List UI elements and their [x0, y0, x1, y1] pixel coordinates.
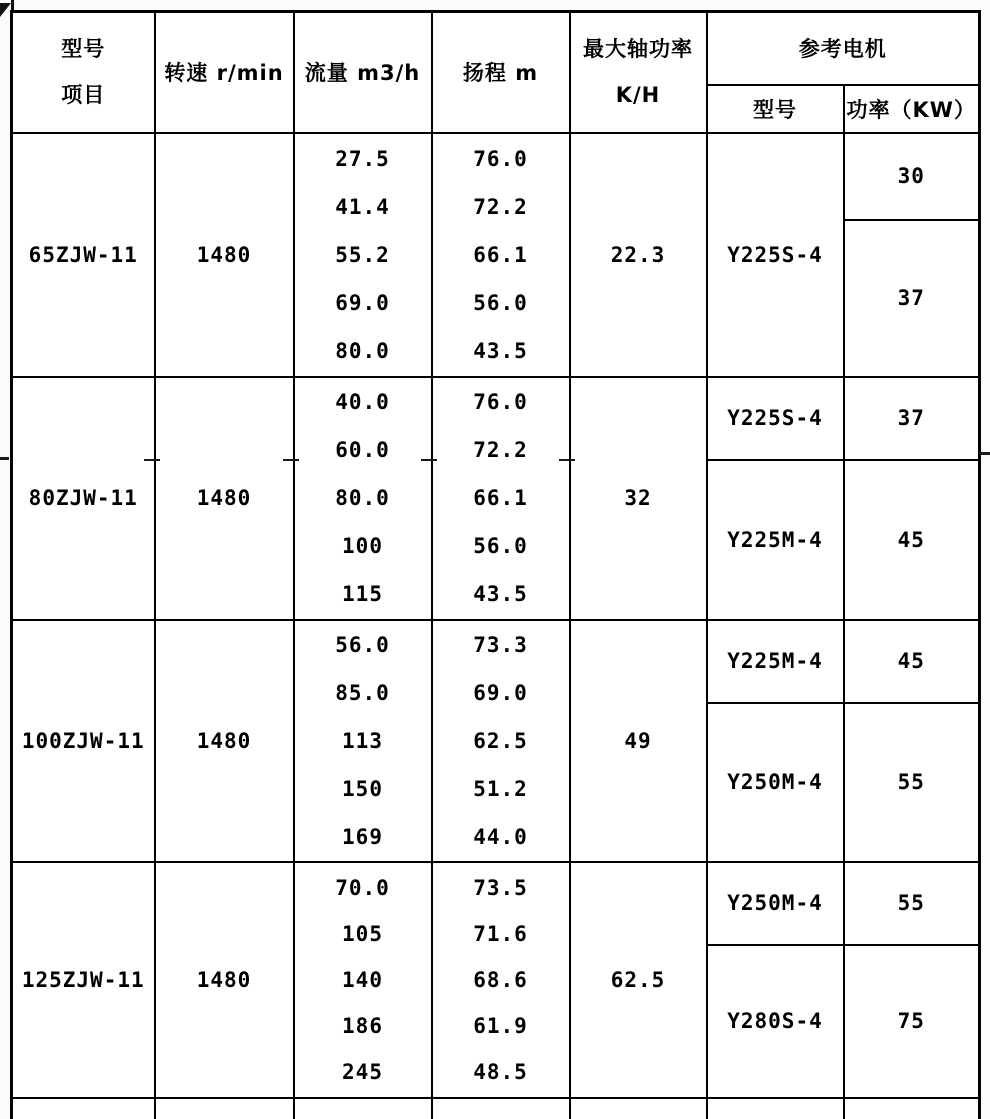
cell-motor-3-top: Y250M-4 [707, 862, 844, 945]
flow-value: 169 [342, 824, 383, 849]
cell-kw-0-top: 30 [844, 133, 980, 220]
cell-heads-1 [432, 377, 570, 620]
cell-motor-2-top: Y225M-4 [707, 620, 844, 703]
head-value: 56.0 [473, 534, 528, 558]
cell-speed-3: 1480 [155, 862, 294, 1098]
flow-value: 69.0 [335, 290, 390, 315]
flow-value: 40.0 [335, 390, 390, 414]
head-value: 72.2 [473, 438, 528, 462]
flow-value: 70.0 [335, 875, 390, 900]
partial-row-cell [844, 1098, 980, 1119]
flow-value: 113 [342, 728, 383, 753]
partial-row-cell [294, 1098, 432, 1119]
header-model-item-line2: 项目 [61, 83, 106, 108]
partial-row-cell [155, 1098, 294, 1119]
flow-value: 41.4 [335, 194, 390, 219]
cell-motor-1-bottom: Y225M-4 [707, 460, 844, 620]
scan-artifact [283, 459, 299, 461]
cell-kw-0-bottom: 37 [844, 220, 980, 377]
flow-value: 245 [342, 1059, 383, 1084]
flow-value: 60.0 [335, 438, 390, 462]
cell-heads-2 [432, 620, 570, 862]
header-speed: 转速 r/min [155, 12, 294, 133]
cell-flows-1 [294, 377, 432, 620]
flow-value: 100 [342, 534, 383, 558]
cell-speed-1: 1480 [155, 377, 294, 620]
cell-model-1: 80ZJW-11 [12, 377, 155, 620]
cell-flows-3 [294, 862, 432, 1098]
header-model-item-line1: 型号 [61, 37, 106, 62]
head-value: 62.5 [473, 728, 528, 753]
cell-kw-2-bottom: 55 [844, 703, 980, 862]
head-value: 76.0 [473, 390, 528, 414]
cell-max-power-2: 49 [570, 620, 707, 862]
cell-model-0: 65ZJW-11 [12, 133, 155, 377]
head-value: 73.5 [473, 875, 528, 900]
flow-value: 55.2 [335, 242, 390, 267]
cell-motor-2-bottom: Y250M-4 [707, 703, 844, 862]
cell-heads-0 [432, 133, 570, 377]
cell-flows-0 [294, 133, 432, 377]
header-model-item [12, 12, 155, 133]
cell-max-power-1: 32 [570, 377, 707, 620]
head-value: 66.1 [473, 242, 528, 267]
header-motor-model: 型号 [707, 85, 844, 133]
cell-max-power-0: 22.3 [570, 133, 707, 377]
header-flow: 流量 m3/h [294, 12, 432, 133]
head-value: 69.0 [473, 680, 528, 705]
cell-kw-1-bottom: 45 [844, 460, 980, 620]
scan-artifact [0, 457, 9, 460]
pump-spec-table [10, 10, 981, 1119]
header-max-power-line1: 最大轴功率 [583, 37, 693, 62]
flow-value: 115 [342, 582, 383, 606]
head-value: 66.1 [473, 486, 528, 510]
scan-artifact [144, 459, 160, 461]
flow-value: 85.0 [335, 680, 390, 705]
head-value: 43.5 [473, 582, 528, 606]
head-value: 56.0 [473, 290, 528, 315]
cell-model-2: 100ZJW-11 [12, 620, 155, 862]
header-max-power [570, 12, 707, 133]
cell-flows-2 [294, 620, 432, 862]
head-value: 73.3 [473, 632, 528, 657]
flow-value: 140 [342, 967, 383, 992]
flow-value: 105 [342, 921, 383, 946]
head-value: 51.2 [473, 776, 528, 801]
cell-kw-3-top: 55 [844, 862, 980, 945]
head-value: 48.5 [473, 1059, 528, 1084]
head-value: 76.0 [473, 146, 528, 171]
scan-artifact [979, 452, 990, 455]
cell-motor-3-bottom: Y280S-4 [707, 945, 844, 1098]
header-max-power-line2: K/H [615, 83, 661, 108]
cell-kw-3-bottom: 75 [844, 945, 980, 1098]
scan-artifact [559, 459, 575, 461]
partial-row-cell [570, 1098, 707, 1119]
scan-artifact [421, 459, 437, 461]
flow-value: 80.0 [335, 338, 390, 363]
header-head: 扬程 m [432, 12, 570, 133]
header-motor-power: 功率（KW） [844, 85, 980, 133]
flow-value: 27.5 [335, 146, 390, 171]
head-value: 61.9 [473, 1013, 528, 1038]
cell-kw-2-top: 45 [844, 620, 980, 703]
cell-kw-1-top: 37 [844, 377, 980, 460]
flow-value: 80.0 [335, 486, 390, 510]
head-value: 43.5 [473, 338, 528, 363]
head-value: 72.2 [473, 194, 528, 219]
flow-value: 186 [342, 1013, 383, 1038]
head-value: 44.0 [473, 824, 528, 849]
partial-row-cell [432, 1098, 570, 1119]
cell-heads-3 [432, 862, 570, 1098]
flow-value: 56.0 [335, 632, 390, 657]
partial-row-cell [12, 1098, 155, 1119]
cell-speed-0: 1480 [155, 133, 294, 377]
head-value: 68.6 [473, 967, 528, 992]
flow-value: 150 [342, 776, 383, 801]
header-ref-motor: 参考电机 [707, 12, 980, 85]
partial-row-cell [707, 1098, 844, 1119]
cell-motor-1-top: Y225S-4 [707, 377, 844, 460]
cell-max-power-3: 62.5 [570, 862, 707, 1098]
cell-speed-2: 1480 [155, 620, 294, 862]
head-value: 71.6 [473, 921, 528, 946]
cell-motor-0: Y225S-4 [707, 133, 844, 377]
cell-model-3: 125ZJW-11 [12, 862, 155, 1098]
